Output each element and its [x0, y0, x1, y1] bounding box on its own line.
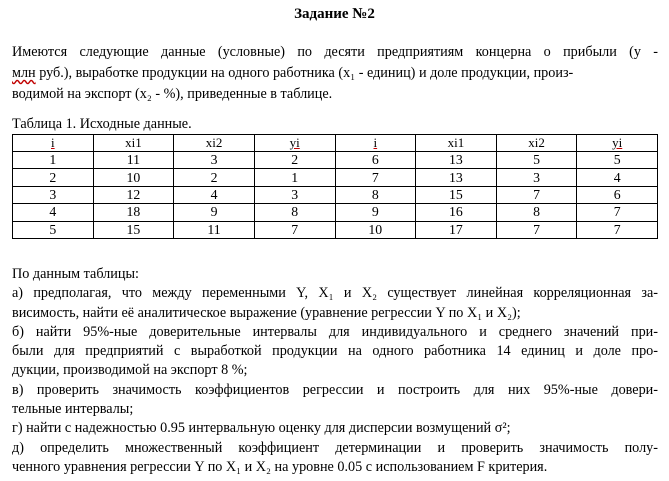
table-row	[13, 221, 658, 238]
table-cell: 15	[93, 221, 174, 238]
table-cell: 2	[254, 152, 335, 169]
table-cell: 4	[13, 204, 94, 221]
header-xi2-2: xi2	[496, 135, 577, 152]
table-cell: 13	[416, 169, 497, 186]
table-cell: 4	[577, 169, 658, 186]
table-cell: 2	[13, 169, 94, 186]
table-cell: 11	[174, 221, 255, 238]
table-cell: 6	[577, 186, 658, 203]
task-b-line-2: были для предприятий с выработкой продукции на одного работника 14 единиц и доле про-	[12, 343, 658, 360]
table-header-row	[13, 135, 658, 152]
table-cell: 9	[174, 204, 255, 221]
table-cell: 4	[174, 186, 255, 203]
table-cell: 7	[254, 221, 335, 238]
table-row	[13, 169, 658, 186]
table-cell: 8	[335, 186, 416, 203]
header-xi1-2: xi1	[416, 135, 497, 152]
table-cell: 8	[254, 204, 335, 221]
task-c-line-2: тельные интервалы;	[12, 401, 134, 418]
table-cell: 5	[13, 221, 94, 238]
table-cell: 3	[13, 186, 94, 203]
task-b-line-1: б) найти 95%-ные доверительные интервалы для индивидуального и среднего значений при-	[12, 323, 658, 340]
intro-line-2	[12, 63, 658, 84]
table-cell: 7	[577, 221, 658, 238]
task-b-line-3: дукции, производимой на экспорт 8 %;	[12, 362, 248, 379]
table-row	[13, 186, 658, 203]
table-cell: 16	[416, 204, 497, 221]
table-cell: 8	[496, 204, 577, 221]
table-cell: 1	[13, 152, 94, 169]
table-caption: Таблица 1. Исходные данные.	[12, 116, 192, 132]
table-cell: 15	[416, 186, 497, 203]
header-yi-2: yi	[577, 135, 658, 152]
spellcheck-word: млн	[12, 65, 36, 81]
data-table	[12, 134, 658, 239]
table-cell: 3	[174, 152, 255, 169]
table-cell: 12	[93, 186, 174, 203]
task-e-line-2: ченного уравнения регрессии Y по X₁ и X₂ на уровне 0.05 с использованием F критерия.	[12, 458, 548, 475]
table-cell: 5	[496, 152, 577, 169]
task-title: Задание №2	[294, 6, 375, 22]
header-yi-1: yi	[254, 135, 335, 152]
table-cell: 3	[496, 169, 577, 186]
task-d-line-1: г) найти с надежностью 0.95 интервальную оценку для дисперсии возмущений σ²;	[12, 420, 511, 437]
table-cell: 10	[335, 221, 416, 238]
intro-line-2-rest: руб.), выработке продукции на одного работника (х₁ - единиц) и доле продукции, произ-	[35, 65, 574, 81]
table-cell: 6	[335, 152, 416, 169]
table-cell: 1	[254, 169, 335, 186]
task-e-line-1: д) определить множественный коэффициент детерминации и проверить значимость полу-	[12, 439, 658, 456]
table-cell: 3	[254, 186, 335, 203]
tasks-list	[12, 265, 658, 477]
intro-paragraph	[12, 42, 658, 105]
header-i-2: i	[335, 135, 416, 152]
task-a-line-1: а) предполагая, что между переменными Y, X₁ и X₂ существует линейная корреляционная за-	[12, 285, 658, 302]
task-c-line-1: в) проверить значимость коэффициентов регрессии и построить для них 95%-ные довери-	[12, 381, 658, 398]
intro-line-3: водимой на экспорт (х₂ - %), приведенные в таблице.	[12, 86, 333, 102]
intro-line-1: Имеются следующие данные (условные) по десяти предприятиям концерна о прибыли (у -	[12, 44, 658, 60]
header-i-1: i	[13, 135, 94, 152]
table-cell: 2	[174, 169, 255, 186]
table-cell: 5	[577, 152, 658, 169]
table-cell: 18	[93, 204, 174, 221]
table-cell: 13	[416, 152, 497, 169]
table-cell: 7	[577, 204, 658, 221]
task-a-line-2: висимость, найти её аналитическое выражение (уравнение регрессии Y по X₁ и X₂);	[12, 304, 521, 321]
table-cell: 7	[496, 221, 577, 238]
header-xi1-1: xi1	[93, 135, 174, 152]
table-cell: 17	[416, 221, 497, 238]
table-cell: 9	[335, 204, 416, 221]
table-cell: 11	[93, 152, 174, 169]
table-cell: 7	[496, 186, 577, 203]
table-cell: 7	[335, 169, 416, 186]
header-xi2-1: xi2	[174, 135, 255, 152]
table-cell: 10	[93, 169, 174, 186]
tasks-lead: По данным таблицы:	[12, 266, 139, 282]
table-row	[13, 204, 658, 221]
table-row	[13, 152, 658, 169]
